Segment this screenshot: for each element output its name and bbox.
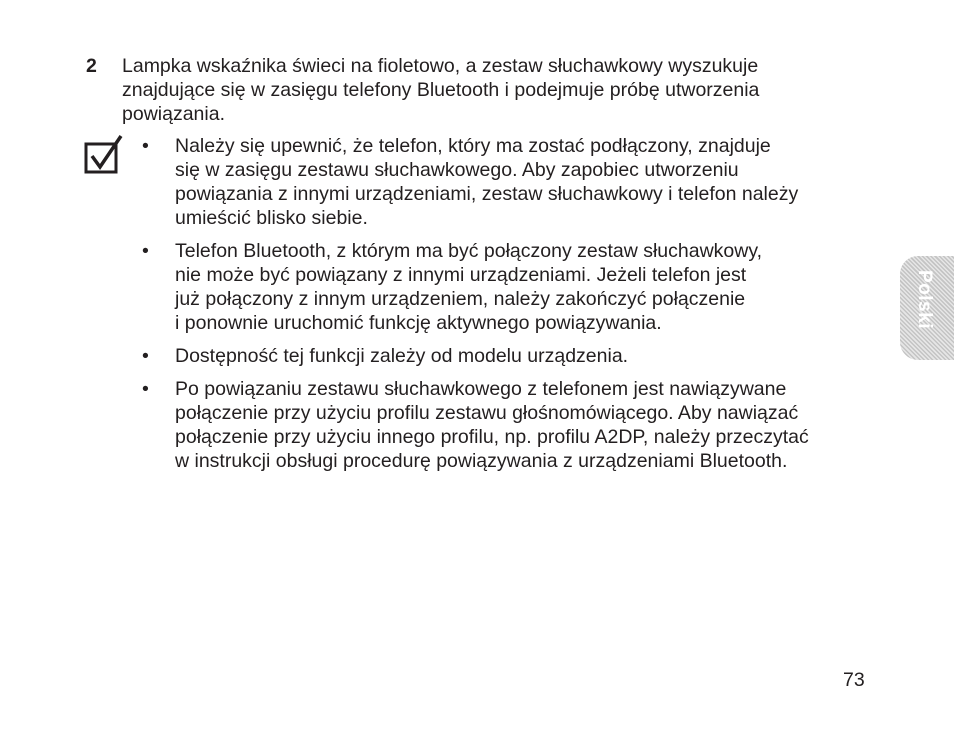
bullet: • (142, 378, 149, 400)
note-text: Telefon Bluetooth, z którym ma być połączony zestaw słuchawkowy, nie może być powiązany z innymi urządzeniami. Jeżeli telefon jest już połączony z innym urządzeniem, należy zakończyć połączenie i ponownie uruchomić funkcję aktywnego powiązywania. (175, 240, 763, 334)
language-tab-label: Polski (914, 270, 935, 329)
page-number: 73 (843, 669, 865, 691)
bullet: • (142, 135, 149, 157)
bullet: • (142, 345, 149, 367)
note-item (142, 239, 882, 335)
note-text: Po powiązaniu zestawu słuchawkowego z telefonem jest nawiązywane połączenie przy użyciu profilu zestawu głośnomówiącego. Aby nawiązać połączenie przy użyciu innego profilu, np. profilu A2DP, należy przeczytać w instrukcji obsługi procedurę powiązywania z urządzeniami Bluetooth. (175, 378, 809, 472)
note-text: Należy się upewnić, że telefon, który ma zostać podłączony, znajduje się w zasięgu zestawu słuchawkowego. Aby zapobiec utworzeniu powiązania z innymi urządzeniami, zestaw słuchawkowy i telefon należy umieścić blisko siebie. (175, 135, 799, 229)
note-item (142, 377, 882, 473)
note-text: Dostępność tej funkcji zależy od modelu urządzenia. (175, 345, 629, 367)
bullet: • (142, 240, 149, 262)
note-list (142, 134, 882, 482)
checkbox-check-icon (84, 134, 124, 174)
step-text: Lampka wskaźnika świeci na fioletowo, a zestaw słuchawkowy wyszukuje znajdujące się w zasięgu telefony Bluetooth i podejmuje próbę utworzenia powiązania. (122, 55, 760, 125)
note-item (142, 134, 882, 230)
step-number: 2 (86, 55, 97, 77)
note-item (142, 344, 882, 368)
language-tab (900, 256, 954, 360)
